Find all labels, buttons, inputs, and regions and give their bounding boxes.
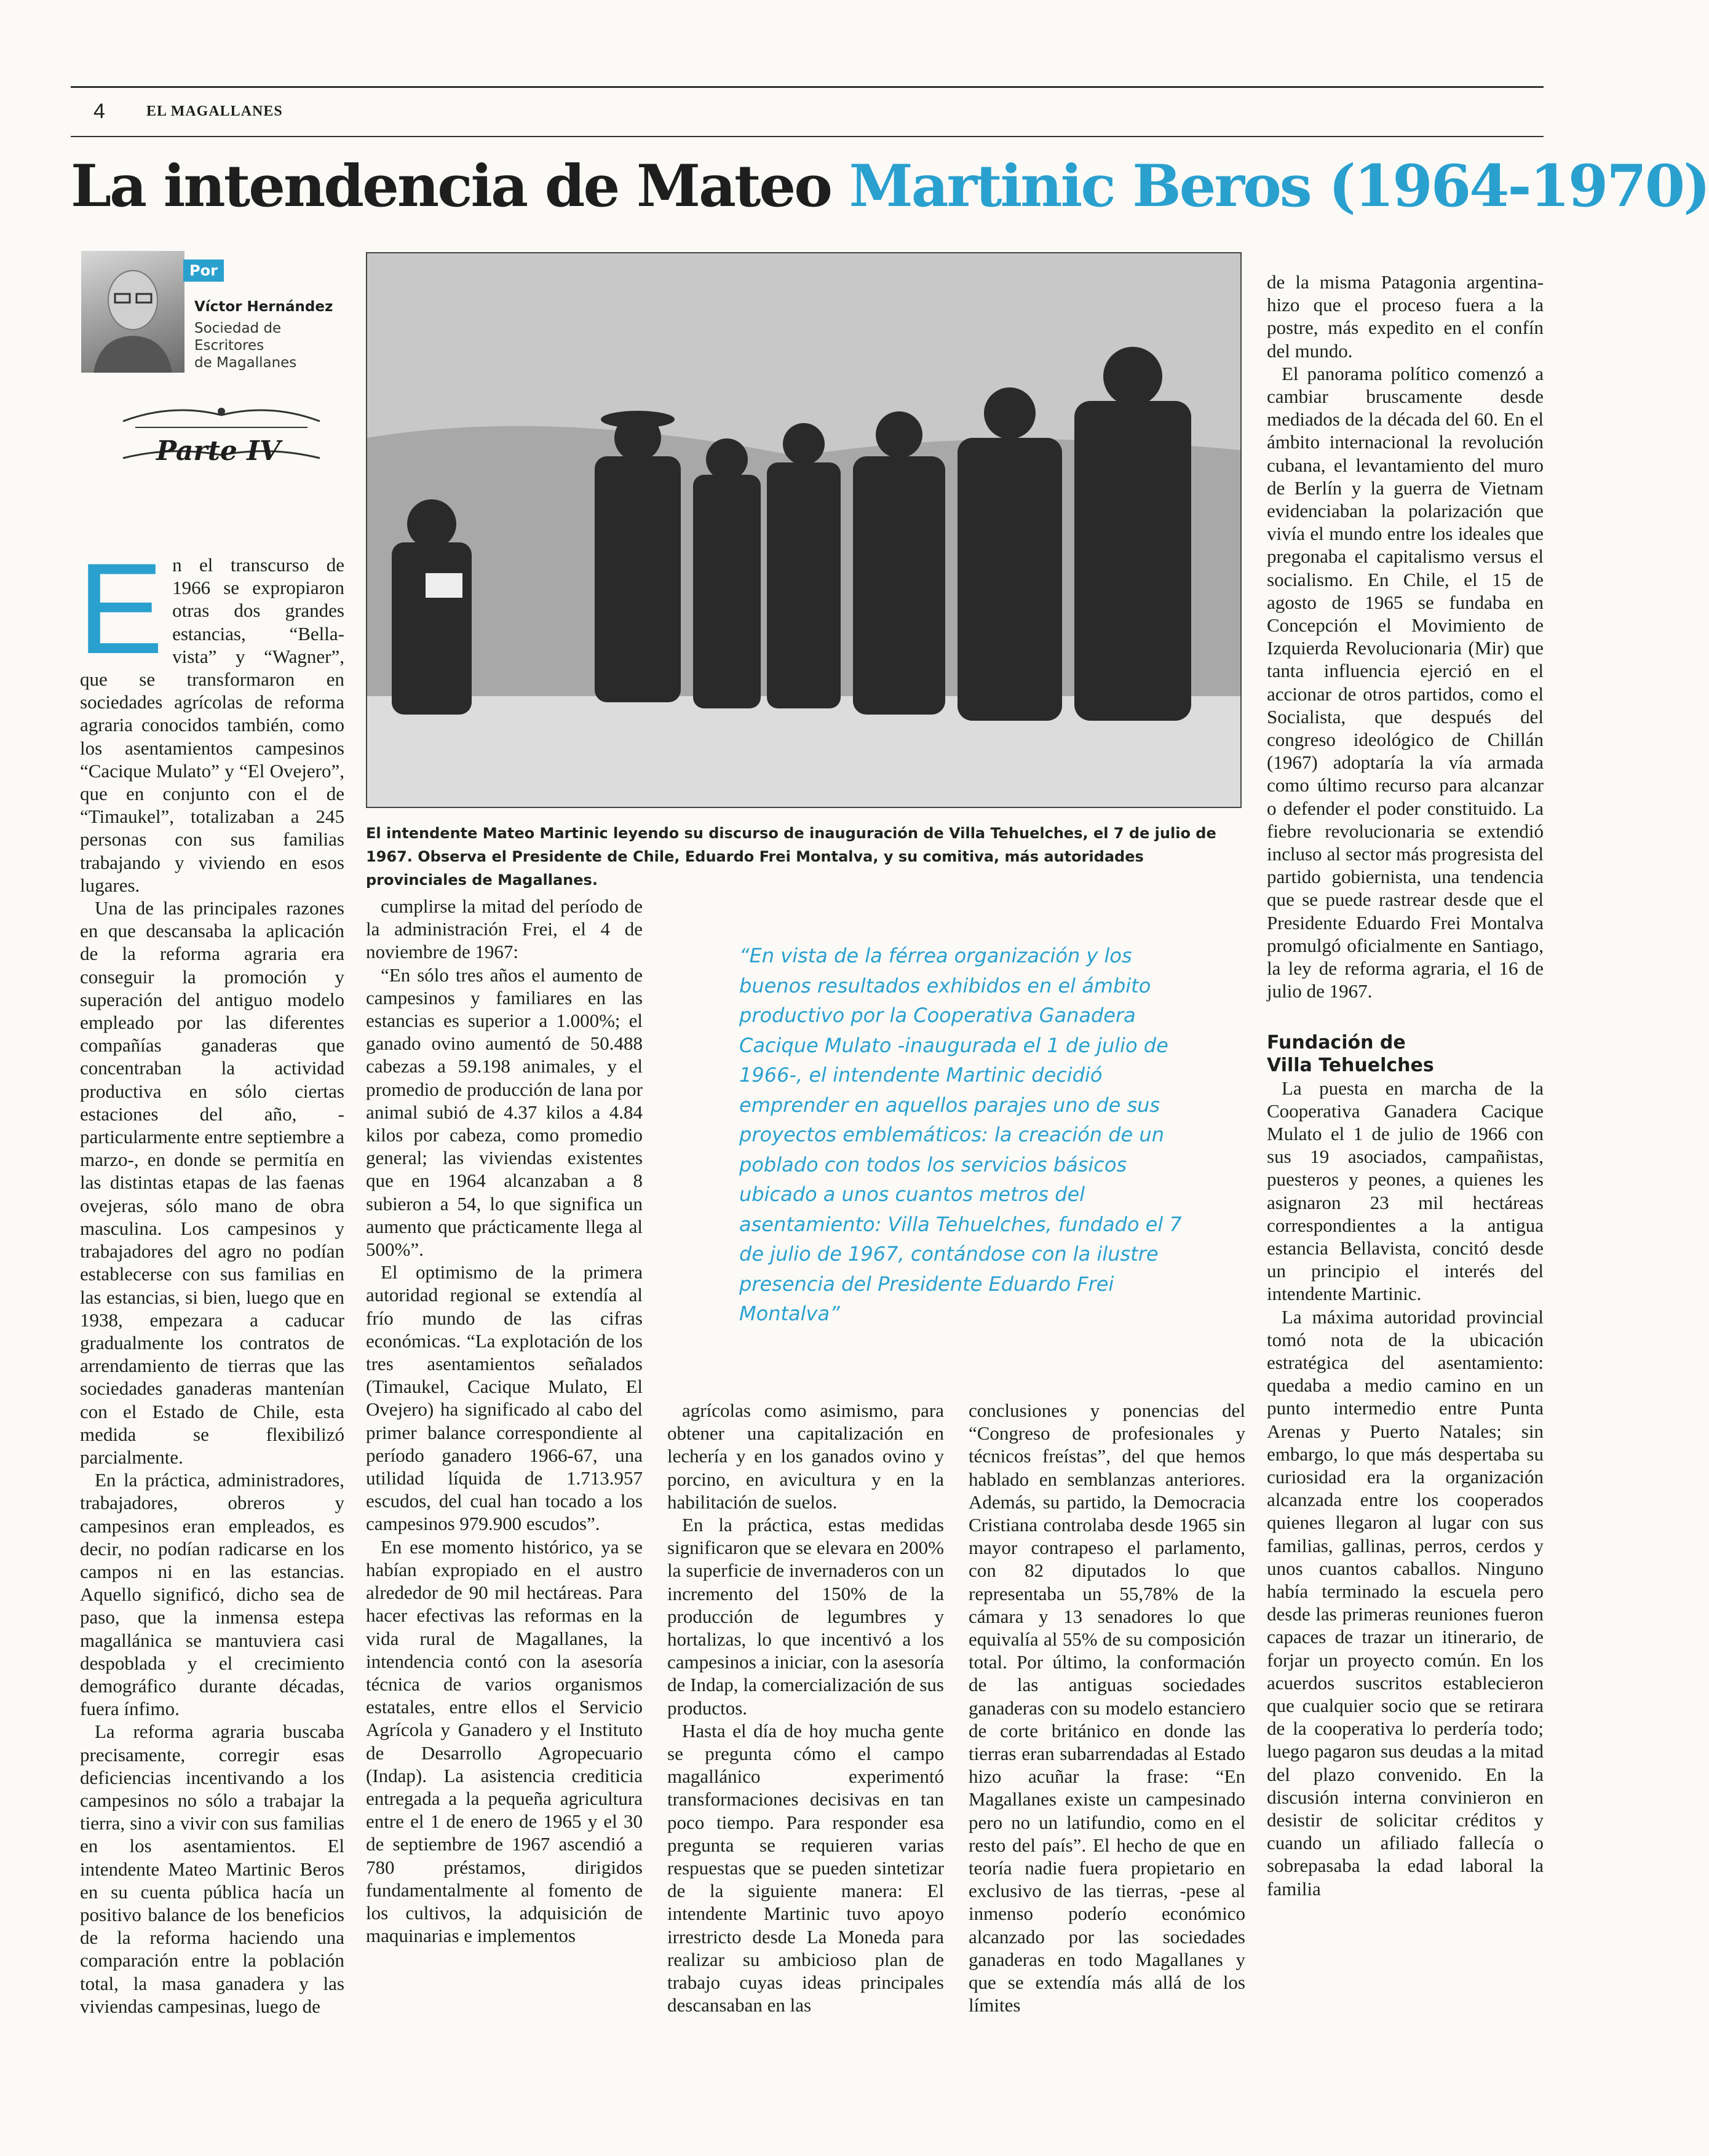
publication-name: EL MAGALLANES	[146, 103, 283, 119]
top-rule	[71, 86, 1544, 88]
subheading	[1267, 1031, 1544, 1077]
header-rule	[71, 136, 1544, 137]
column-4	[969, 1399, 1245, 2016]
intro-text: n el transcurso de 1966 se expropiaron otras dos grandes estancias, “Bella-vista” y “Wagner”, que se transformaron en sociedades agrícolas de reforma agraria conocidos también, como los asentamientos campesinos “Cacique Mulato” y “El Ovejero”, que en conjunto con el de “Timaukel”, totalizaban a 245 personas con sus familias trabajando y viviendo en esos lugares.	[80, 554, 344, 896]
paragraph: En la práctica, estas medidas significaron que se elevara en 200% la superficie de invernaderos con un incremento del 150% de la producción de legumbres y hortalizas, lo que incentivó a los campesinos a iniciar, con la asesoría de Indap, la comercialización de sus productos.	[667, 1514, 944, 1719]
headline-part1: La intendencia de Mateo	[71, 153, 849, 220]
photo-scene-icon	[367, 253, 1240, 807]
author-affiliation	[194, 320, 296, 371]
author-portrait-icon	[81, 251, 184, 373]
paragraph: de la misma Patagonia argentina- hizo que el proceso fuera a la postre, más expedito en el confín del mundo.	[1267, 271, 1544, 362]
headline-part2: Martinic Beros (1964-1970)	[849, 153, 1709, 220]
photo-caption: El intendente Mateo Martinic leyendo su discurso de inauguración de Villa Tehuelches, el 7 de julio de 1967. Observa el Presidente de Chile, Eduardo Frei Montalva, y su comitiva, más autoridades provinciales de Magallanes.	[366, 825, 1216, 889]
paragraph: “En sólo tres años el aumento de campesinos y familiares en las estancias es superior a 1.000%; el ganado ovino aumentó de 50.488 cabezas a 59.198 animales, y el promedio de producción de lana por animal subió de 4.37 kilos a 4.84 kilos por cabeza, como promedio general; las viviendas existentes que en 1964 alcanzaban a 8 subieron a 54, lo que significa un aumento que prácticamente llega al 500%”.	[366, 964, 643, 1261]
paragraph: Hasta el día de hoy mucha gente se pregunta cómo el campo magallánico experimentó transformaciones decisivas en tan poco tiempo. Para responder esa pregunta se requieren varias respuestas que se pueden sintetizar de la siguiente manera: El intendente Martinic tuvo apoyo irrestricto desde La Moneda para realizar su ambicioso plan de trabajo cuyas ideas principales descansaban en las	[667, 1719, 944, 2016]
paragraph: La reforma agraria buscaba precisamente, corregir esas deficiencias incentivando a los campesinos no sólo a trabajar la tierra, sino a vivir con sus familias en los asentamientos. El intendente Mateo Martinic Beros en su cuenta pública hacía un positivo balance de los beneficios de la reforma haciendo una comparación entre la población total, la masa ganadera y las viviendas campesinas, luego de	[80, 1721, 344, 2017]
column-2	[366, 895, 643, 1947]
paragraph: conclusiones y ponencias del “Congreso de profesionales y técnicos freístas”, del que hemos hablado en semblanzas anteriores. Además, su partido, la Democracia Cristiana controlaba desde 1965 sin mayor contrapeso el parlamento, con 82 diputados lo que representaba un 55,78% de la cámara y 13 senadores lo que equivalía al 55% de su composición total. Por último, la conformación de las antiguas sociedades ganaderas con su modelo estanciero de corte británico en donde las tierras eran subarrendadas al Estado hizo acuñar la frase: “En Magallanes existe un campesinado pero no un latifundio, como en el resto del país”. El hecho de que en teoría nadie fuera propietario en exclusivo de las tierras, -pese al inmenso poderío económico alcanzado por las sociedades ganaderas en todo Magallanes y que se extendía más allá de los límites	[969, 1400, 1245, 2016]
subheading-line2: Villa Tehuelches	[1267, 1054, 1434, 1076]
paragraph: cumplirse la mitad del período de la administración Frei, el 4 de noviembre de 1967:	[366, 895, 643, 963]
paragraph: En la práctica, administradores, trabajadores, obreros y campesinos eran empleados, es decir, no podían radicarse en los campos ni en las estancias. Aquello significó, dicho sea de paso, que la inmensa estepa magallánica se mantuviera casi despoblada y el crecimiento demográfico durante décadas, fuera ínfimo.	[80, 1469, 344, 1720]
paragraph: La máxima autoridad provincial tomó nota de la ubicación estratégica del asentamiento: quedaba a medio camino en un punto intermedio entre Punta Arenas y Puerto Natales; sin embargo, lo que más despertaba su curiosidad era la organización alcanzada entre los cooperados quienes llegaron al lugar con sus familias, gallinas, perros, cerdos y unos cuantos caballos. Ninguno había terminado la escuela pero desde las primeras reuniones fueron capaces de trazar un itinerario, de forjar un proyecto común. En los acuerdos suscritos establecieron que cualquier socio que se retirara de la cooperativa lo perdería todo; luego pagaron sus deudas a la mitad del plazo convenido. En la discusión interna convinieron en desistir de solicitar créditos y cuando un afiliado fallecía o sobrepasaba la edad laboral la familia	[1267, 1306, 1544, 1900]
intro-paragraph	[77, 536, 344, 897]
column-3	[667, 1399, 944, 2016]
paragraph: La puesta en marcha de la Cooperativa Ganadera Cacique Mulato el 1 de julio de 1966 con sus 19 asociados, campañistas, puesteros y peones, a quienes les asignaron 23 mil hectáreas correspondientes a la antigua estancia Bellavista, concitó desde un principio el interés del intendente Martinic.	[1267, 1077, 1544, 1305]
byline-por: Por	[183, 260, 224, 282]
column-1	[77, 536, 344, 2018]
paragraph: agrícolas como asimismo, para obtener una capitalización en lechería y en los ganados ovino y porcino, en avicultura y en la habilitación de suelos.	[667, 1400, 944, 1513]
author-name: Víctor Hernández	[194, 299, 333, 315]
paragraph: En ese momento histórico, ya se habían expropiado en el austro alrededor de 90 mil hectáreas. Para hacer efectivas las reformas en la vida rural de Magallanes, la intendencia contó con la asesoría técnica de varios organismos estatales, entre ellos el Servicio Agrícola y Ganadero y el Instituto de Desarrollo Agropecuario (Indap). La asistencia crediticia entregada a la pequeña agricultura entre el 1 de enero de 1965 y el 30 de septiembre de 1967 ascendió a 780 préstamos, dirigidos fundamentalmente al fomento de los cultivos, la adquisición de maquinarias e implementos	[366, 1536, 643, 1947]
headline	[71, 153, 1709, 220]
series-part-label: Parte IV	[156, 435, 280, 467]
paragraph: El panorama político comenzó a cambiar bruscamente desde mediados de la década del 60. En el ámbito internacional la revolución cubana, el levantamiento del muro de Berlín y la guerra de Vietnam evidenciaban la polarización que vivía el mundo entre los ideales que pregonaba el capitalismo versus el socialismo. En Chile, el 15 de agosto de 1965 se fundaba en Concepción el Movimiento de Izquierda Revolucionaria (Mir) que tanta influencia ejerció en el accionar de otros partidos, como el Socialista, que después del congreso ideológico de Chillán (1967) adoptaría la vía armada como último recurso para alcanzar o defender el poder constituido. La fiebre revolucionaria se extendió incluso al sector más progresista del partido gobiernista, una tendencia que se puede rastrear desde que el Presidente Eduardo Frei Montalva promulgó oficialmente en Santiago, la ley de reforma agraria, el 16 de julio de 1967.	[1267, 362, 1544, 1002]
page-number: 4	[93, 100, 105, 123]
pull-quote: “En vista de la férrea organización y los buenos resultados exhibidos en el ámbito productivo por la Cooperativa Ganadera Cacique Mulato -inaugurada el 1 de julio de 1966-, el intendente Martinic decidió emprender en aquellos parajes uno de sus proyectos emblemáticos: la creación de un poblado con todos los servicios básicos ubicado a unos cuantos metros del asentamiento: Villa Tehuelches, fundado el 7 de julio de 1967, contándose con la ilustre presencia del Presidente Eduardo Frei Montalva”	[739, 944, 1182, 1325]
author-affiliation-line: de Magallanes	[194, 355, 297, 371]
subheading-line1: Fundación de	[1267, 1031, 1406, 1053]
paragraph: Una de las principales razones en que descansaba la aplicación de la reforma agraria era conseguir la promoción y superación del antiguo modelo empleado por las diferentes compañías ganaderas que concentraban la actividad productiva en sólo ciertas estaciones del año, -particularmente entre septiembre a marzo-, en donde se permitía en las distintas etapas de las faenas ovejeras, sólo mano de obra masculina. Los campesinos y trabajadores del agro no podían establecerse con sus familias en las estancias, si bien, luego que en 1938, empezara a caducar gradualmente los contratos de arrendamiento de tierras que las sociedades ganaderas mantenían con el Estado de Chile, esta medida se flexibilizó parcialmente.	[80, 897, 344, 1468]
author-photo	[81, 251, 184, 373]
paragraph: El optimismo de la primera autoridad regional se extendía al frío mundo de las cifras económicas. “La explotación de los tres asentamientos señalados (Timaukel, Cacique Mulato, El Ovejero) ha significado al cabo del primer balance correspondiente al período ganadero 1966-67, una utilidad líquida de 1.713.957 escudos, del cual han tocado a los campesinos 979.900 escudos”.	[366, 1261, 643, 1535]
news-photo	[366, 252, 1242, 808]
author-affiliation-line: Sociedad de	[194, 320, 282, 336]
column-5	[1267, 271, 1544, 1900]
author-affiliation-line: Escritores	[194, 338, 264, 354]
drop-cap: E	[77, 536, 164, 681]
